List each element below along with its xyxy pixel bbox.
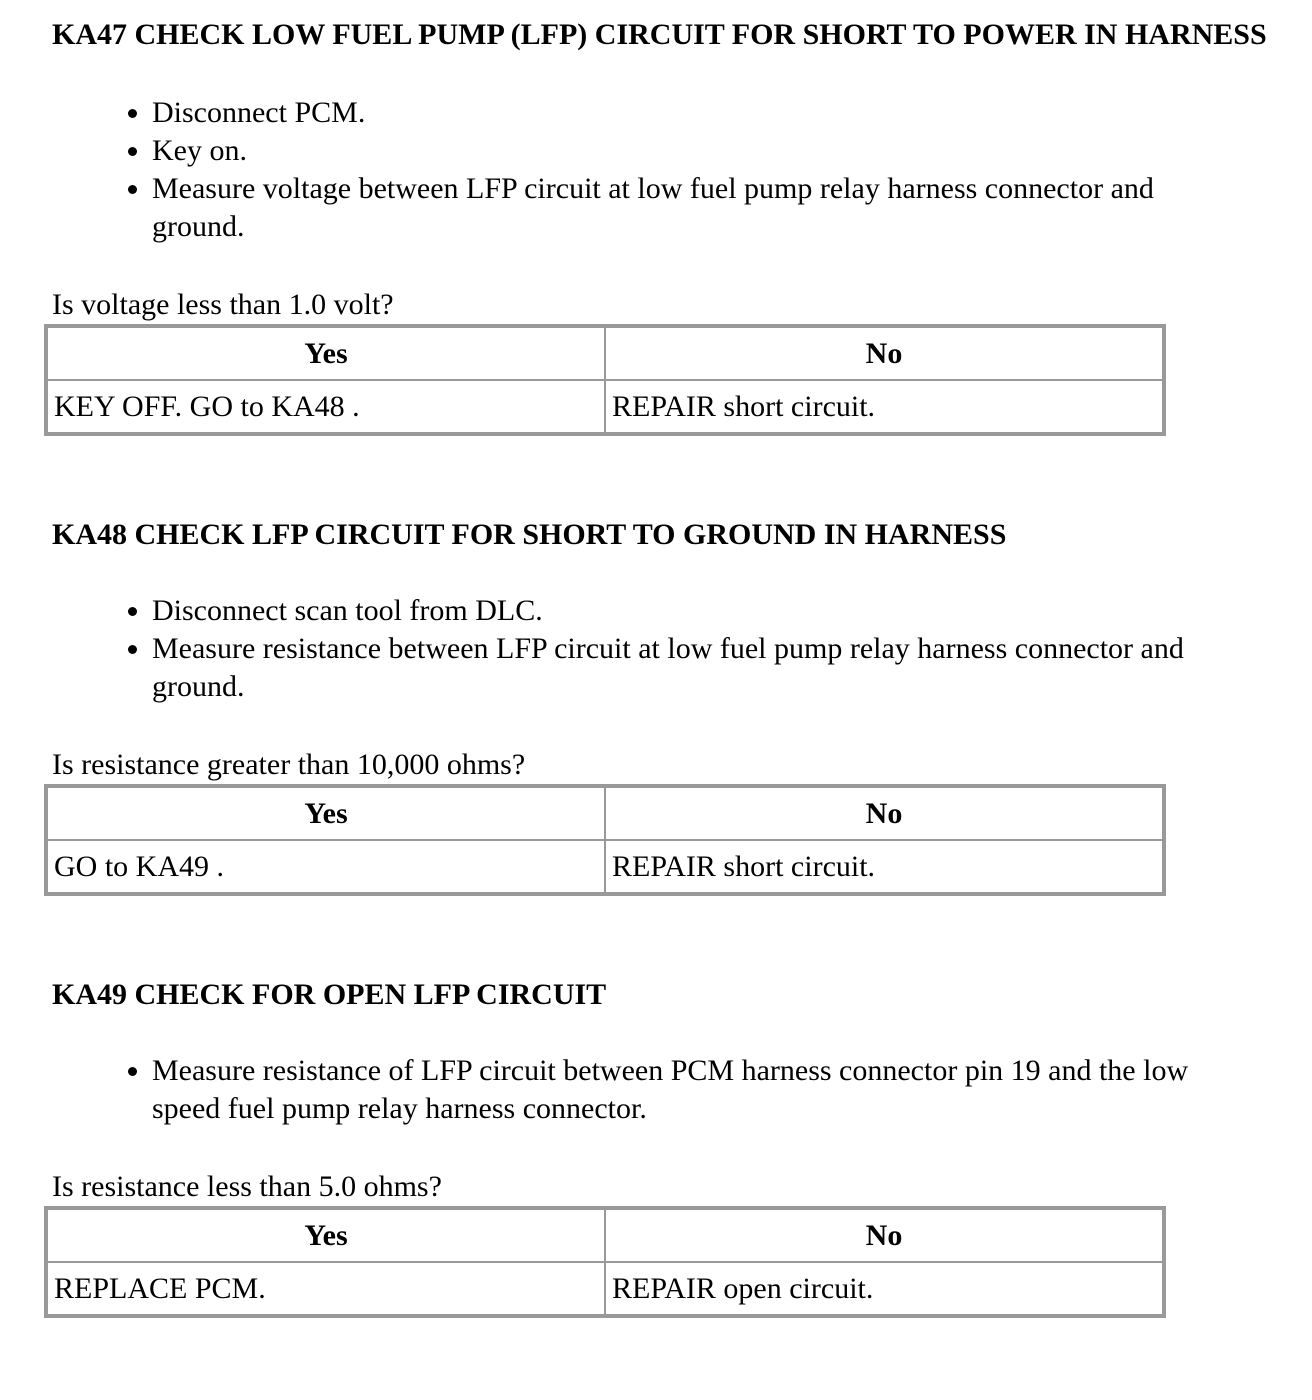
question: Is resistance less than 5.0 ohms? [52, 1170, 442, 1203]
section-heading: KA49 CHECK FOR OPEN LFP CIRCUIT [52, 978, 607, 1011]
question: Is resistance greater than 10,000 ohms? [52, 748, 526, 781]
yes-header: Yes [47, 327, 605, 380]
table-header-row [47, 787, 1163, 840]
decision-table [44, 784, 1166, 896]
no-header: No [605, 1209, 1163, 1262]
question: Is voltage less than 1.0 volt? [52, 288, 394, 321]
table-header-row [47, 327, 1163, 380]
table-row [47, 1262, 1163, 1315]
yes-action: GO to KA49 . [47, 840, 605, 893]
step-item: • Disconnect scan tool from DLC. [152, 592, 1252, 630]
yes-header: Yes [47, 1209, 605, 1262]
table-row [47, 380, 1163, 433]
step-item: • Measure resistance of LFP circuit between PCM harness connector pin 19 and the low speed fuel pump relay harness connector. [152, 1052, 1252, 1128]
no-header: No [605, 787, 1163, 840]
section-heading: KA47 CHECK LOW FUEL PUMP (LFP) CIRCUIT FOR SHORT TO POWER IN HARNESS [52, 18, 1267, 51]
no-action: REPAIR short circuit. [605, 380, 1163, 433]
table-header-row [47, 1209, 1163, 1262]
no-action: REPAIR short circuit. [605, 840, 1163, 893]
section-heading: KA48 CHECK LFP CIRCUIT FOR SHORT TO GROUND IN HARNESS [52, 518, 1007, 551]
no-action: REPAIR open circuit. [605, 1262, 1163, 1315]
decision-table [44, 324, 1166, 436]
section-ka48 [52, 516, 1312, 896]
step-item: • Disconnect PCM. [152, 94, 1252, 132]
step-item: • Key on. [152, 132, 1252, 170]
section-ka49 [52, 976, 1312, 1318]
decision-table [44, 1206, 1166, 1318]
step-item: • Measure voltage between LFP circuit at low fuel pump relay harness connector and ground. [152, 170, 1252, 246]
step-list [52, 1052, 1252, 1128]
step-list [52, 94, 1252, 246]
table-row [47, 840, 1163, 893]
step-list [52, 592, 1252, 706]
no-header: No [605, 327, 1163, 380]
yes-action: REPLACE PCM. [47, 1262, 605, 1315]
section-ka47 [52, 16, 1312, 436]
step-item: • Measure resistance between LFP circuit at low fuel pump relay harness connector and ground. [152, 630, 1252, 706]
yes-action: KEY OFF. GO to KA48 . [47, 380, 605, 433]
yes-header: Yes [47, 787, 605, 840]
